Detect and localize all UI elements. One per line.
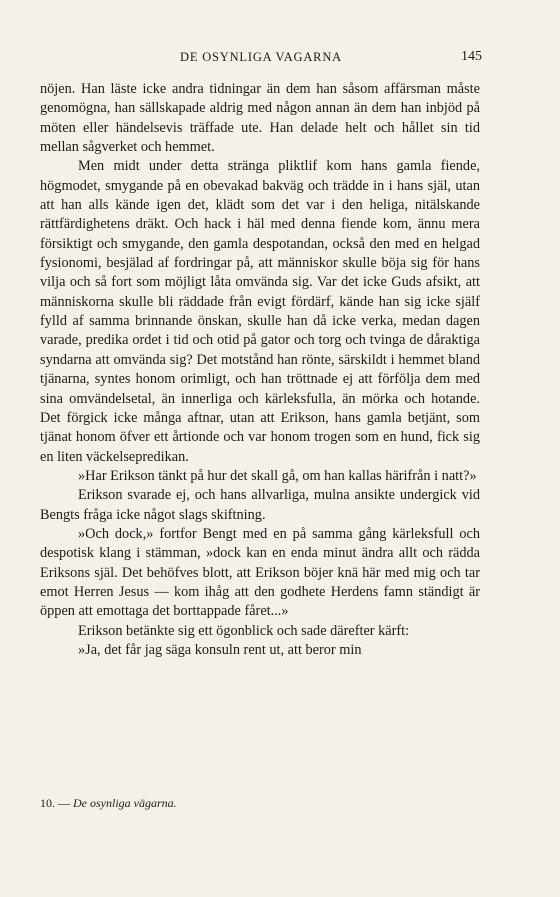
signature-number: 10. — xyxy=(40,796,70,810)
signature-title: De osynliga vägarna. xyxy=(73,796,177,810)
paragraph: Erikson svarade ej, och hans allvarliga, mulna ansikte undergick vid Bengts fråga icke något slags skiftning. xyxy=(40,487,480,523)
running-header xyxy=(40,48,482,66)
paragraph: »Och dock,» fortfor Bengt med en på samma gång kärleksfull och despotisk klang i stämman, »dock kan en enda minut ändra allt och rädda Eriksons själ. Det behöfves blott, att Erikson böjer knä här med mig och tar emot Herren Jesus — kom ihåg att den godhete Herdens famn ständigt är öppen att emottaga det borttappade fåret...» xyxy=(40,525,480,620)
body-text xyxy=(40,80,480,660)
paragraph: »Har Erikson tänkt på hur det skall gå, om han kallas härifrån i natt?» xyxy=(78,467,477,484)
running-title: DE OSYNLIGA VAGARNA xyxy=(180,50,342,64)
paragraph: »Ja, det får jag säga konsuln rent ut, att beror min xyxy=(78,641,362,658)
paragraph: nöjen. Han läste icke andra tidningar än dem han såsom affärsman måste genomögna, han sällskapade aldrig med någon annan än dem han inbjöd på möten eller händelsevis träffade ute. Han delade helt och hållet sin tid mellan sågverket och hemmet. xyxy=(40,81,480,156)
paragraph: Men midt under detta stränga pliktlif kom hans gamla fiende, högmodet, smygande på en obevakad bakväg och trädde in i hans själ, utan att han alls kände igen det, klädt som det var i den heliga, nitälskande rättfärdighetens dräkt. Och hack i häl med denna fiende kom, ännu mera försiktigt och smygande, den gamla despotandan, också den med en helgad fysionomi, besjälad af fordringar på, att människor skulle böja sig för hans vilja och så fort som möjligt låta omvända sig. Var det icke Guds afsikt, att människorna skulle bli räddade från evigt fördärf, kände han sig icke själf fylld af samma brinnande önskan, skulle han då icke verka, medan dagen varade, predika ordet i tid och otid på gator och torg och tvinga de dåraktiga syndarna att omvända sig? Det motstånd han rönte, särskildt i hemmet bland tjänarna, syntes honom orimligt, och han tröttnade ej att förfölja dem med sina omvändelsetal, än innerliga och kärleksfulla, än mörka och hotande. Det förgick icke många aftnar, utan att Erikson, hans gamla betjänt, som tjänat honom öfver ett årtionde och var honom trogen som en hund, fick sig en liten väckelsepredikan. xyxy=(40,158,480,465)
signature-line xyxy=(40,795,480,811)
paragraph: Erikson betänkte sig ett ögonblick och sade därefter kärft: xyxy=(78,622,410,639)
page-number: 145 xyxy=(461,49,482,64)
